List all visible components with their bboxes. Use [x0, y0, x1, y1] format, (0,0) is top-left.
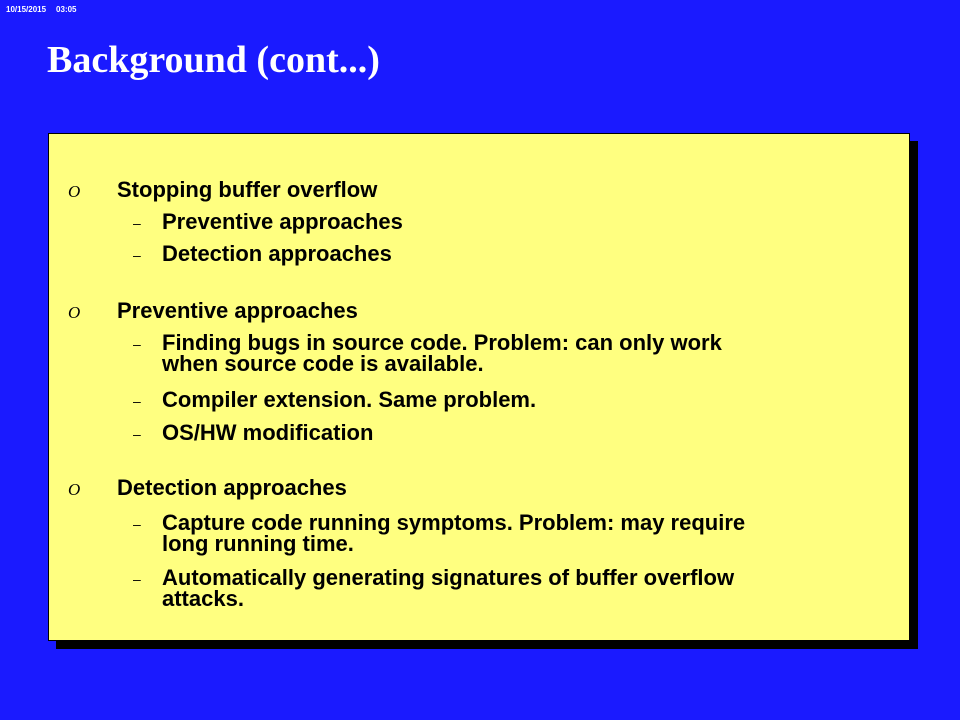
dash-bullet-icon: – [133, 393, 141, 409]
section-heading-text: Preventive approaches [117, 298, 358, 323]
list-item-text-line-1: Automatically generating signatures of buffer overflow [162, 565, 735, 590]
time-stamp: 03:05 [56, 5, 77, 14]
list-item-text: Detection approaches [162, 241, 392, 266]
dash-bullet-icon: – [133, 426, 141, 442]
date-stamp: 10/15/2015 [6, 5, 47, 14]
list-item-text: Compiler extension. Same problem. [162, 387, 537, 412]
section-heading-text: Stopping buffer overflow [117, 177, 378, 202]
list-item-text: OS/HW modification [162, 420, 374, 445]
section-bullet-icon: O [68, 480, 81, 499]
list-item-text: Preventive approaches [162, 209, 403, 234]
section-bullet-icon: O [68, 182, 81, 201]
section-bullet-icon: O [68, 303, 81, 322]
list-item-text-line-1: Finding bugs in source code. Problem: can only work [162, 330, 722, 355]
list-item-text-line-2: when source code is available. [162, 351, 484, 376]
dash-bullet-icon: – [133, 336, 141, 352]
dash-bullet-icon: – [133, 571, 141, 587]
section-heading-text: Detection approaches [117, 475, 347, 500]
dash-bullet-icon: – [133, 215, 141, 231]
list-item-text-line-2: long running time. [162, 531, 354, 556]
slide-title: Background (cont...) [47, 39, 380, 81]
list-item-text-line-2: attacks. [162, 586, 244, 611]
list-item-text-line-1: Capture code running symptoms. Problem: may require [162, 510, 746, 535]
date-time-stamp [6, 5, 77, 14]
dash-bullet-icon: – [133, 247, 141, 263]
dash-bullet-icon: – [133, 516, 141, 532]
content-panel [48, 133, 910, 641]
